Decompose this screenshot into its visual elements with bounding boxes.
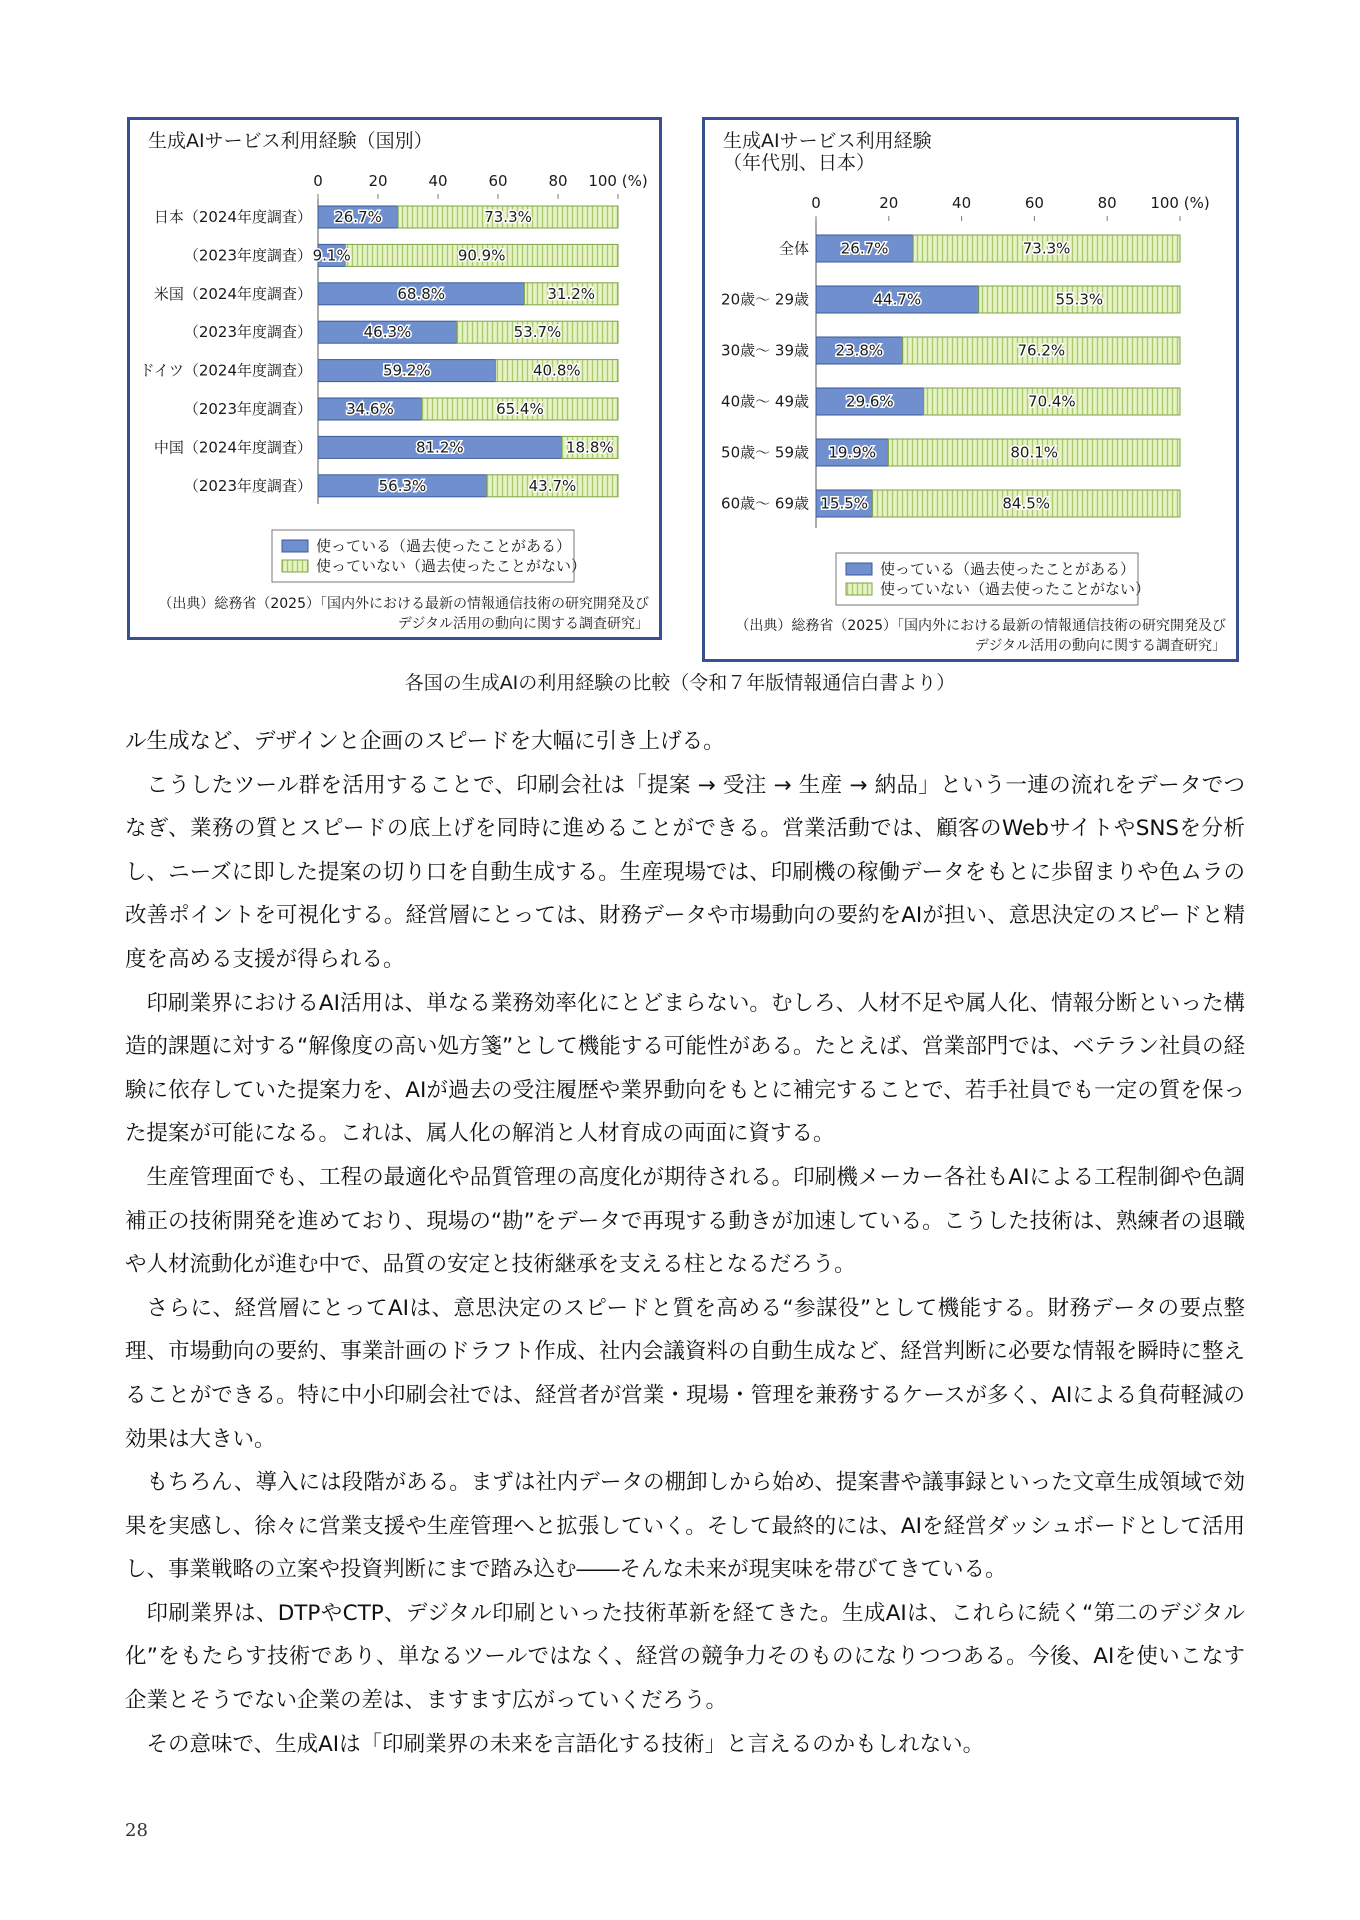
paragraph: こうしたツール群を活用することで、印刷会社は「提案 → 受注 → 生産 → 納品」という一連の流れをデータでつなぎ、業務の質とスピードの底上げを同時に進めることができる。営業活動では、顧客のWebサイトやSNSを分析し、ニーズに即した提案の切り口を自動生成する。生産現場では、印刷機の稼働データをもとに歩留まりや色ムラの改善ポイントを可視化する。経営層にとっては、財務データや市場動向の要約をAIが担い、意思決定のスピードと精度を高める支援が得られる。 [125, 772, 1245, 972]
chart-box-by-country [127, 117, 662, 640]
data-label-not-used: 31.2% [547, 284, 596, 303]
chart-box-by-age [702, 117, 1239, 662]
data-label-not-used: 73.3% [484, 208, 532, 226]
data-label-used: 15.5% [820, 494, 869, 513]
axis-tick-label: 20 [879, 194, 899, 212]
chart-svg [705, 120, 1236, 659]
category-label: 50歳～ 59歳 [721, 443, 809, 462]
axis-tick-label: 60 [1024, 194, 1044, 212]
paragraph: さらに、経営層にとってAIは、意思決定のスピードと質を高める“参謀役”として機能する。財務データの要点整理、市場動向の要約、事業計画のドラフト作成、社内会議資料の自動生成など、経営判断に必要な情報を瞬時に整えることができる。特に中小印刷会社では、経営者が営業・現場・管理を兼務するケースが多く、AIによる負荷軽減の効果は大きい。 [125, 1295, 1245, 1452]
data-label-used: 9.1% [312, 246, 351, 265]
axis-tick-label: 60 [488, 172, 508, 190]
category-label: （2023年度調査） [183, 476, 312, 495]
legend-label-used: 使っている（過去使ったことがある） [316, 537, 572, 555]
paragraph: 生産管理面でも、工程の最適化や品質管理の高度化が期待される。印刷機メーカー各社もAIによる工程制御や色調補正の技術開発を進めており、現場の“勘”をデータで再現する動きが加速している。こうした技術は、熟練者の退職や人材流動化が進む中で、品質の安定と技術継承を支える柱となるだろう。 [125, 1164, 1245, 1278]
data-label-used: 81.2% [415, 438, 464, 457]
paragraph: その意味で、生成AIは「印刷業界の未来を言語化する技術」と言えるのかもしれない。 [146, 1731, 985, 1757]
data-label-used: 44.7% [873, 290, 922, 309]
axis-tick-label: 80 [1097, 194, 1117, 212]
data-label-not-used: 84.5% [1002, 494, 1051, 513]
axis-tick-label: 20 [368, 172, 388, 190]
category-label: 60歳～ 69歳 [721, 494, 809, 513]
figure-caption: 各国の生成AIの利用経験の比較（令和７年版情報通信白書より） [404, 672, 956, 694]
data-label-used: 29.6% [846, 392, 894, 411]
data-label-used: 34.6% [346, 400, 394, 418]
legend-swatch-not-used [282, 560, 308, 572]
data-label-not-used: 40.8% [532, 361, 581, 380]
axis-tick-label: 40 [428, 172, 448, 190]
category-label: 30歳～ 39歳 [721, 341, 809, 360]
paragraph: 印刷業界は、DTPやCTP、デジタル印刷といった技術革新を経てきた。生成AIは、これらに続く“第二のデジタル化”をもたらす技術であり、単なるツールではなく、経営の競争力そのものになりつつある。今後、AIを使いこなす企業とそうでない企業の差は、ますます広がっていくだろう。 [125, 1600, 1245, 1714]
axis-tick-label: 80 [548, 172, 568, 190]
category-label: （2023年度調査） [183, 400, 312, 418]
legend-swatch-not-used [846, 583, 872, 595]
axis-tick-label: 0 [811, 194, 821, 212]
chart-title: 生成AIサービス利用経験（国別） [148, 130, 433, 152]
legend-label-used: 使っている（過去使ったことがある） [880, 560, 1136, 578]
data-label-not-used: 70.4% [1028, 392, 1076, 411]
category-label: 40歳～ 49歳 [721, 392, 809, 411]
axis-tick-label: 40 [952, 194, 972, 212]
data-label-used: 46.3% [363, 323, 412, 342]
category-label: 日本（2024年度調査） [153, 208, 312, 226]
data-label-not-used: 53.7% [513, 323, 562, 342]
data-label-not-used: 73.3% [1022, 239, 1071, 258]
data-label-not-used: 43.7% [528, 476, 577, 495]
data-label-not-used: 65.4% [496, 400, 544, 418]
legend-swatch-used [846, 563, 872, 575]
data-label-not-used: 90.9% [457, 246, 506, 265]
chart-source: （出典）総務省（2025）「国内外における最新の情報通信技術の研究開発及び デジタル活用の動向に関する調査研究」 [735, 618, 1226, 654]
axis-tick-label: 100 (%) [588, 172, 648, 190]
axis-tick-label: 100 (%) [1150, 194, 1210, 212]
paragraph: ル生成など、デザインと企画のスピードを大幅に引き上げる。 [125, 729, 725, 754]
data-label-used: 23.8% [835, 341, 884, 360]
category-label: （2023年度調査） [183, 246, 312, 265]
data-label-used: 26.7% [334, 208, 382, 226]
category-label: 中国（2024年度調査） [153, 438, 312, 457]
body-text [125, 720, 1245, 1766]
data-label-not-used: 76.2% [1017, 341, 1066, 360]
data-label-used: 59.2% [382, 361, 431, 380]
category-label: 20歳～ 29歳 [721, 290, 809, 309]
data-label-not-used: 18.8% [565, 438, 614, 457]
category-label: （2023年度調査） [183, 323, 312, 342]
data-label-used: 56.3% [378, 476, 427, 495]
legend-label-not-used: 使っていない（過去使ったことがない） [880, 580, 1151, 598]
category-label: 全体 [778, 239, 809, 258]
axis-tick-label: 0 [313, 172, 323, 190]
data-label-not-used: 80.1% [1010, 443, 1059, 462]
paragraph: もちろん、導入には段階がある。まずは社内データの棚卸しから始め、提案書や議事録といった文章生成領域で効果を実感し、徐々に営業支援や生産管理へと拡張していく。そして最終的には、AIを経営ダッシュボードとして活用し、事業戦略の立案や投資判断にまで踏み込む――そんな未来が現実味を帯びてきている。 [125, 1470, 1245, 1583]
data-label-used: 68.8% [397, 284, 446, 303]
chart-svg [130, 120, 659, 637]
page-number: 28 [125, 1820, 148, 1841]
data-label-used: 19.9% [828, 443, 877, 462]
legend-swatch-used [282, 540, 308, 552]
paragraph: 印刷業界におけるAI活用は、単なる業務効率化にとどまらない。むしろ、人材不足や属人化、情報分断といった構造的課題に対する“解像度の高い処方箋”として機能する可能性がある。たとえば、営業部門では、ベテラン社員の経験に依存していた提案力を、AIが過去の受注履歴や業界動向をもとに補完することで、若手社員でも一定の質を保った提案が可能になる。これは、属人化の解消と人材育成の両面に資する。 [125, 990, 1245, 1147]
legend-label-not-used: 使っていない（過去使ったことがない） [316, 557, 587, 575]
chart-source: （出典）総務省（2025）「国内外における最新の情報通信技術の研究開発及び デジタル活用の動向に関する調査研究」 [158, 596, 649, 632]
chart-title: 生成AIサービス利用経験 （年代別、日本） [723, 130, 932, 174]
data-label-not-used: 55.3% [1055, 290, 1104, 309]
category-label: 米国（2024年度調査） [153, 284, 312, 303]
category-label: ドイツ（2024年度調査） [139, 361, 312, 380]
data-label-used: 26.7% [840, 239, 889, 258]
